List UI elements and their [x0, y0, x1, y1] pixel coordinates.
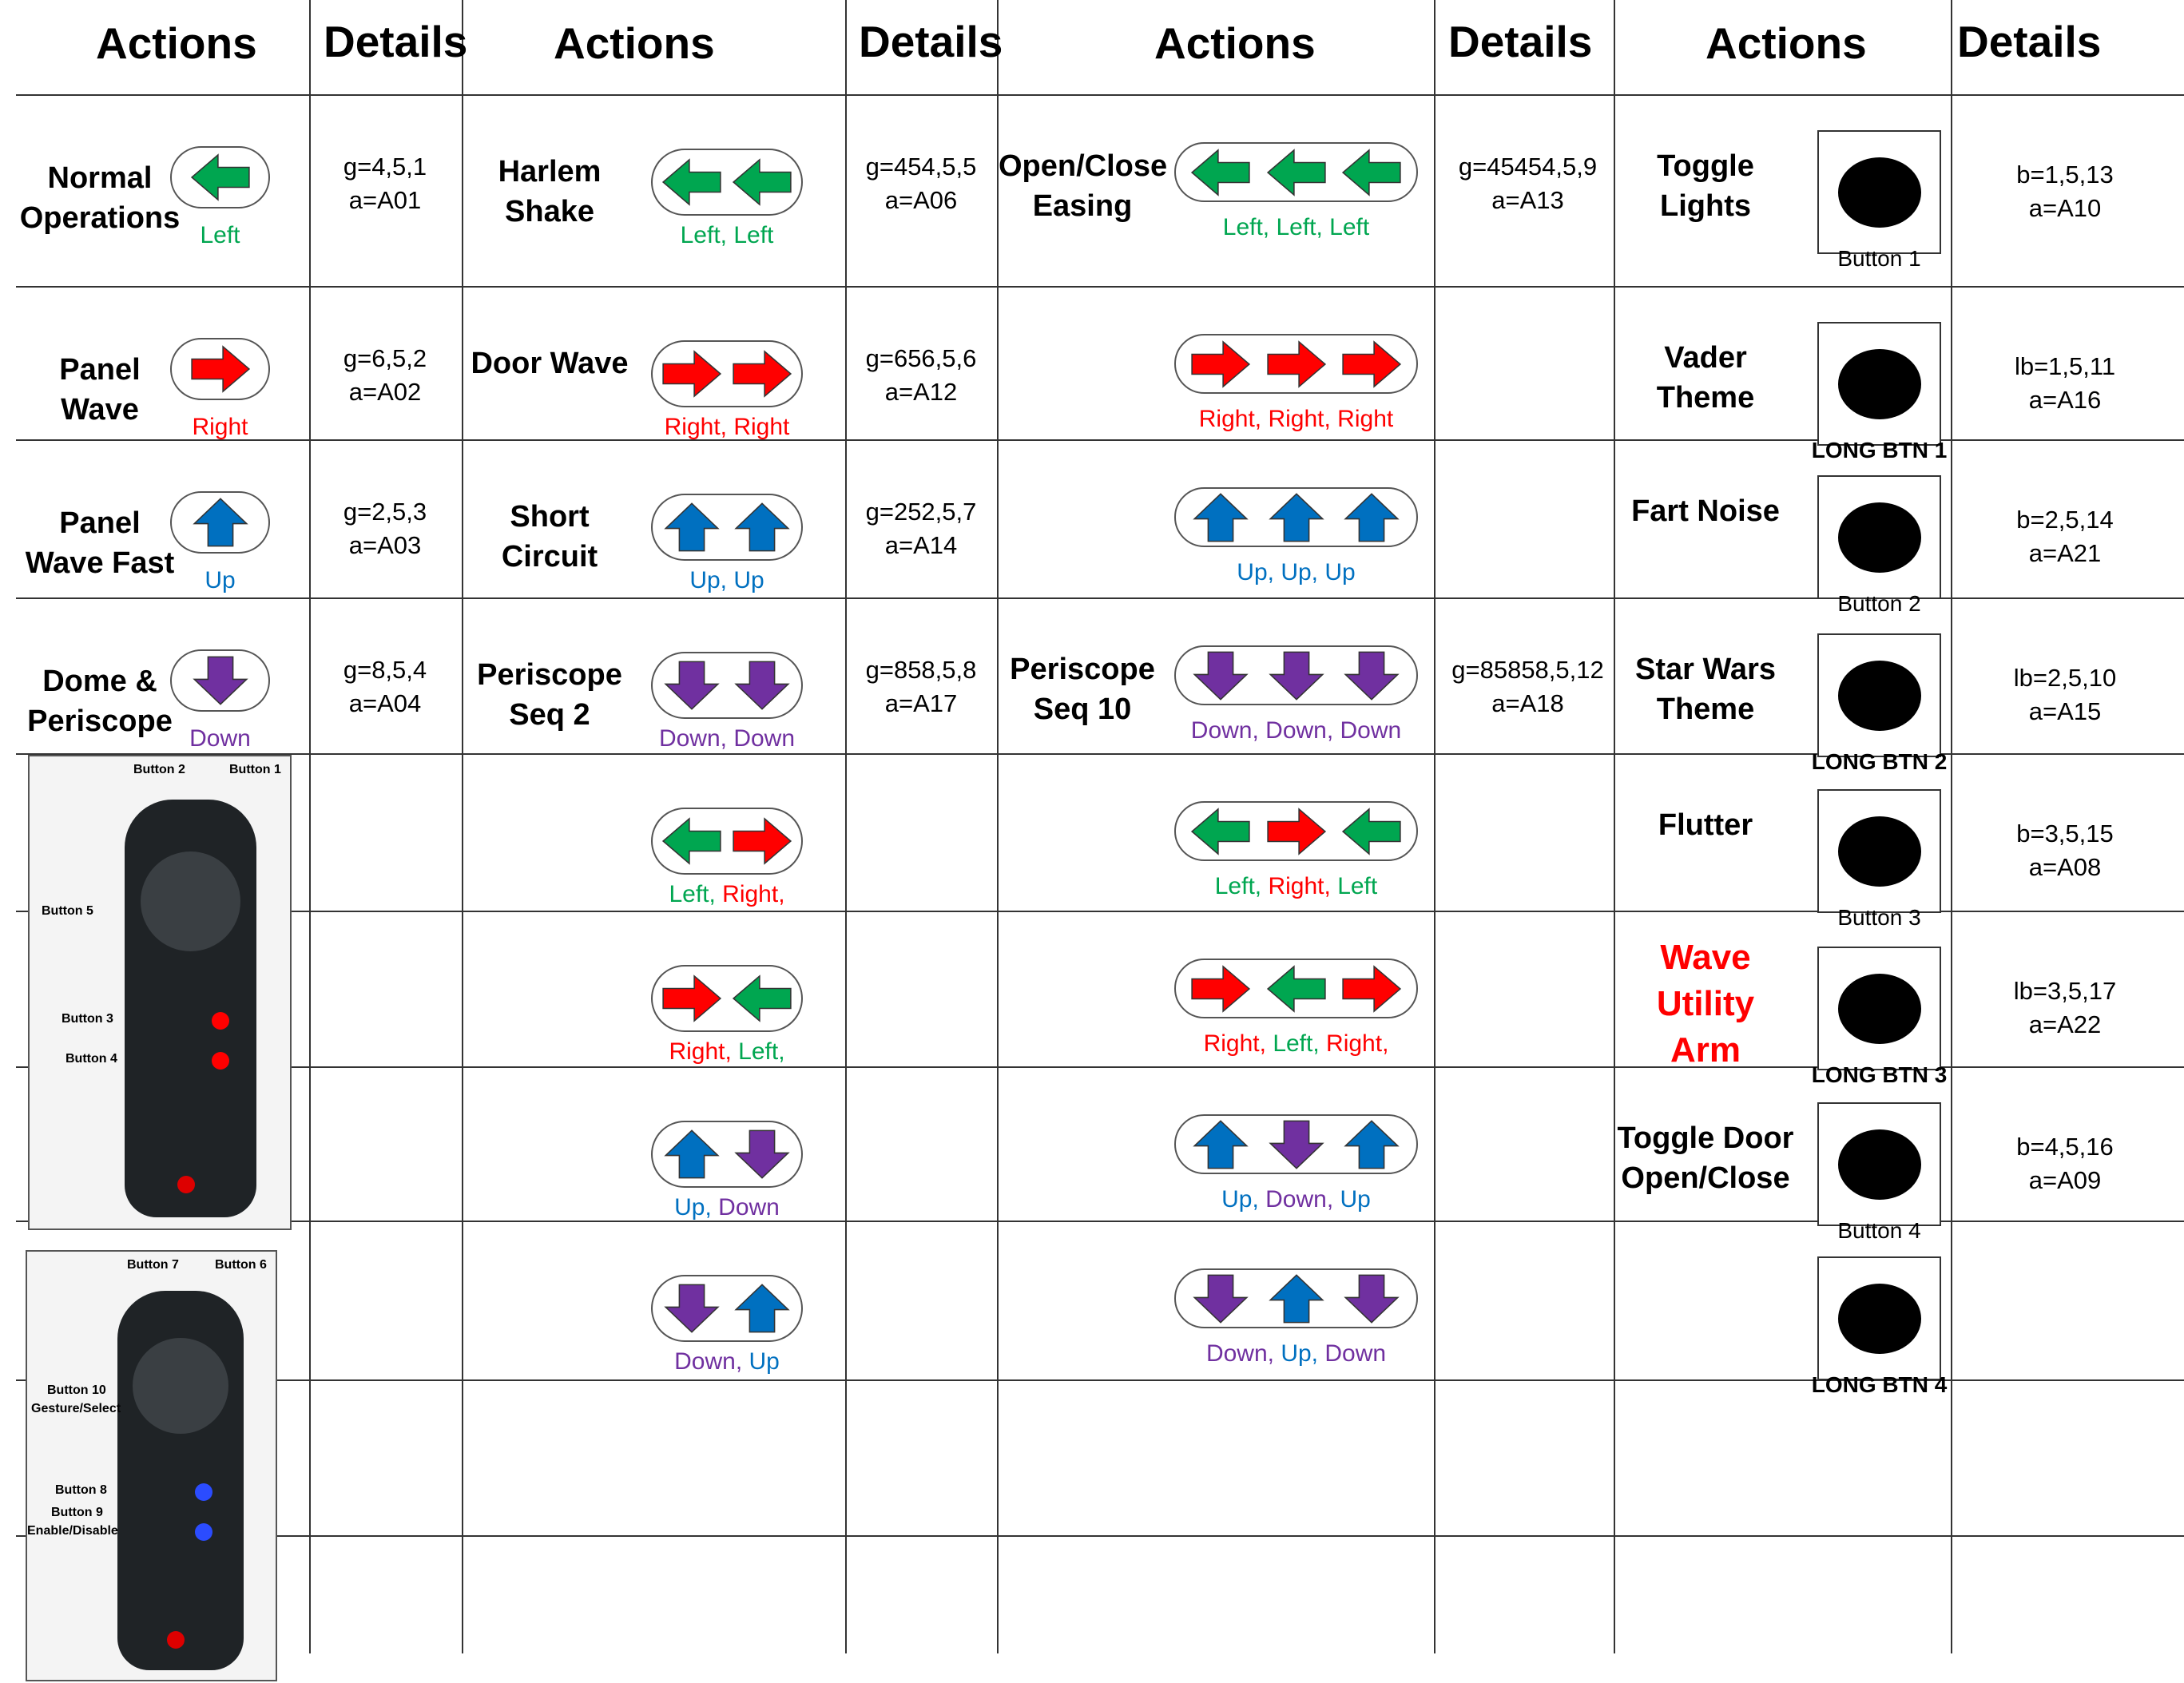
grid-line-horizontal — [16, 94, 2184, 96]
remote-button-tile — [1817, 1102, 1941, 1226]
remote-label: Enable/Disable — [27, 1524, 118, 1538]
right-arrow-icon — [189, 343, 252, 395]
action-name: Short Circuit — [501, 500, 598, 574]
action-name: Dome & Periscope — [27, 665, 173, 738]
gesture-pill — [170, 146, 270, 208]
caption-part: Down, Down, Down — [1190, 717, 1402, 744]
button-label: LONG BTN 3 — [1811, 1062, 1948, 1087]
down-arrow-icon — [731, 1128, 793, 1181]
arrow-caption — [643, 222, 811, 249]
gesture-pill — [1174, 1268, 1418, 1328]
caption-part: Up, Up, Up — [1237, 559, 1356, 585]
action-name: Open/Close Easing — [999, 149, 1168, 223]
up-arrow-icon — [189, 496, 252, 549]
button-dot-icon — [1838, 502, 1921, 573]
action-details: b=1,5,13 a=A10 — [2016, 161, 2114, 222]
left-arrow-icon — [661, 815, 723, 867]
gesture-pill — [651, 1275, 803, 1342]
remote-label: Button 4 — [66, 1052, 117, 1066]
up-arrow-icon — [1265, 1272, 1328, 1325]
left-arrow-icon — [661, 156, 723, 208]
remote-button-tile — [1817, 130, 1941, 254]
gesture-pill — [651, 1121, 803, 1188]
button-dot-icon — [1838, 157, 1921, 228]
gesture-pill — [1174, 142, 1418, 202]
action-details: g=8,5,4 a=A04 — [343, 656, 427, 717]
caption-part: Up, Up — [689, 567, 764, 593]
right-arrow-icon — [731, 347, 793, 400]
up-arrow-icon — [1189, 1118, 1252, 1171]
arrow-caption — [643, 881, 811, 908]
actions-header: Actions — [1706, 18, 1867, 68]
button-dot-icon — [1838, 816, 1921, 887]
action-details: lb=1,5,11 a=A16 — [2014, 352, 2116, 414]
action-name: Panel Wave Fast — [25, 506, 175, 580]
button-label: LONG BTN 2 — [1811, 749, 1948, 774]
gesture-pill — [651, 808, 803, 875]
arrow-caption — [643, 1348, 811, 1375]
action-details: g=252,5,7 a=A14 — [865, 498, 977, 559]
left-arrow-icon — [1340, 805, 1403, 858]
caption-part: Up — [1340, 1186, 1371, 1213]
action-name: Toggle Lights — [1657, 149, 1754, 223]
action-name: Fart Noise — [1631, 494, 1780, 528]
up-arrow-icon — [1265, 491, 1328, 544]
action-details: g=6,5,2 a=A02 — [343, 344, 427, 406]
remote-label: Button 9 — [51, 1506, 103, 1519]
down-arrow-icon — [661, 1282, 723, 1335]
caption-part: Down, — [1265, 1186, 1340, 1213]
caption-part: Down, Down — [658, 725, 796, 752]
gesture-pill — [170, 338, 270, 400]
right-arrow-icon — [1340, 338, 1403, 391]
down-arrow-icon — [1340, 1272, 1403, 1325]
action-name: Toggle Door Open/Close — [1617, 1121, 1794, 1195]
remote-button-tile — [1817, 475, 1941, 599]
arrow-caption — [1166, 559, 1426, 586]
action-details: g=2,5,3 a=A03 — [343, 498, 427, 559]
button-dot-icon — [1838, 1284, 1921, 1354]
remote-label: Button 2 — [133, 763, 185, 776]
action-name: Vader Theme — [1656, 341, 1755, 415]
left-arrow-icon — [731, 156, 793, 208]
caption-part: Right, — [1268, 873, 1338, 899]
remote-button-tile — [1817, 633, 1941, 757]
right-arrow-icon — [1189, 963, 1252, 1015]
arrow-caption — [1166, 1186, 1426, 1213]
action-name: Periscope Seq 10 — [1010, 653, 1155, 726]
left-arrow-icon — [1189, 805, 1252, 858]
remote-button-tile — [1817, 1256, 1941, 1380]
gesture-pill — [651, 149, 803, 216]
remote-label: Gesture/Select — [31, 1402, 121, 1415]
left-arrow-icon — [1340, 146, 1403, 199]
actions-header: Actions — [1154, 18, 1316, 68]
gesture-pill — [651, 494, 803, 561]
right-arrow-icon — [661, 347, 723, 400]
caption-part: Right, — [722, 881, 785, 907]
caption-part: Up — [749, 1348, 780, 1375]
arrow-caption — [1166, 1030, 1426, 1058]
remote-label: Button 3 — [62, 1012, 113, 1026]
caption-part: Down, — [674, 1348, 749, 1375]
gesture-pill — [651, 340, 803, 407]
action-details: g=85858,5,12 a=A18 — [1451, 656, 1604, 717]
remote-label: Button 6 — [215, 1258, 267, 1272]
right-arrow-icon — [1340, 963, 1403, 1015]
action-details: lb=3,5,17 a=A22 — [2013, 977, 2117, 1038]
action-name: Door Wave — [471, 347, 629, 380]
arrow-caption — [170, 222, 270, 249]
grid-line-vertical — [845, 0, 847, 1653]
down-arrow-icon — [1265, 649, 1328, 702]
action-details: g=656,5,6 a=A12 — [865, 344, 977, 406]
button-dot-icon — [1838, 974, 1921, 1044]
action-name: Panel Wave — [59, 353, 141, 427]
button-dot-icon — [1838, 661, 1921, 731]
remote-small-button — [212, 1052, 229, 1070]
grid-line-vertical — [1434, 0, 1435, 1653]
details-header: Details — [324, 17, 468, 66]
button-dot-icon — [1838, 349, 1921, 419]
button-label: Button 1 — [1837, 246, 1921, 271]
right-arrow-icon — [1189, 338, 1252, 391]
caption-part: Left, — [1273, 1030, 1327, 1057]
up-arrow-icon — [1340, 491, 1403, 544]
button-label: Button 4 — [1837, 1218, 1921, 1243]
action-name: Flutter — [1658, 808, 1753, 842]
caption-part: Down — [718, 1194, 780, 1221]
action-details: g=4,5,1 a=A01 — [343, 153, 427, 214]
remote-button-tile — [1817, 322, 1941, 446]
caption-part: Left, — [1214, 873, 1269, 899]
caption-part: Right, Right, Right — [1198, 406, 1394, 432]
remote-button-tile — [1817, 947, 1941, 1070]
arrow-caption — [170, 414, 270, 441]
left-arrow-icon — [1265, 146, 1328, 199]
arrow-caption — [170, 567, 270, 594]
button-label: LONG BTN 4 — [1811, 1372, 1948, 1397]
caption-part: Right, — [1203, 1030, 1273, 1057]
right-arrow-icon — [1265, 338, 1328, 391]
up-arrow-icon — [731, 501, 793, 554]
gesture-pill — [1174, 959, 1418, 1018]
caption-part: Right, Right — [664, 414, 790, 440]
caption-part: Up, — [1281, 1340, 1325, 1367]
action-details: b=4,5,16 a=A09 — [2016, 1133, 2114, 1194]
gesture-pill — [1174, 801, 1418, 861]
remote-small-button — [195, 1523, 212, 1541]
grid-line-vertical — [309, 0, 311, 1653]
action-name: Normal Operations — [19, 161, 181, 235]
remote-label: Button 1 — [229, 763, 281, 776]
gesture-pill — [651, 965, 803, 1032]
arrow-caption — [643, 414, 811, 441]
grid-line-horizontal — [16, 1535, 2184, 1537]
gesture-pill — [1174, 334, 1418, 394]
down-arrow-icon — [661, 659, 723, 712]
caption-part: Down — [189, 725, 251, 752]
arrow-caption — [170, 725, 270, 752]
actions-header: Actions — [554, 18, 715, 68]
action-name: Wave Utility Arm — [1656, 938, 1755, 1070]
up-arrow-icon — [1189, 491, 1252, 544]
down-arrow-icon — [1340, 649, 1403, 702]
arrow-caption — [1166, 717, 1426, 744]
action-name: Star Wars Theme — [1635, 653, 1776, 726]
gesture-pill — [1174, 645, 1418, 705]
down-arrow-icon — [189, 654, 252, 707]
remote-small-button — [212, 1012, 229, 1030]
up-arrow-icon — [661, 1128, 723, 1181]
right-arrow-icon — [731, 815, 793, 867]
arrow-caption — [643, 1194, 811, 1221]
caption-part: Left, Left — [680, 222, 774, 248]
caption-part: Down — [1324, 1340, 1387, 1367]
arrow-caption — [1166, 873, 1426, 900]
remote-label: Button 5 — [42, 904, 93, 918]
action-details: g=858,5,8 a=A17 — [865, 656, 977, 717]
remote-diagram-2 — [26, 1250, 277, 1681]
down-arrow-icon — [731, 659, 793, 712]
left-arrow-icon — [1265, 963, 1328, 1015]
caption-part: Left, — [738, 1038, 785, 1065]
remote-joystick — [141, 851, 240, 951]
caption-part: Right, — [669, 1038, 739, 1065]
arrow-caption — [643, 725, 811, 752]
button-label: LONG BTN 1 — [1811, 438, 1948, 462]
remote-label: Button 10 — [47, 1383, 106, 1397]
arrow-caption — [1166, 406, 1426, 433]
down-arrow-icon — [1189, 1272, 1252, 1325]
caption-part: Left — [1337, 873, 1378, 899]
gesture-pill — [1174, 1114, 1418, 1174]
button-label: Button 3 — [1837, 905, 1921, 930]
caption-part: Left, — [669, 881, 723, 907]
caption-part: Left — [200, 222, 240, 248]
grid-line-horizontal — [16, 286, 2184, 288]
up-arrow-icon — [661, 501, 723, 554]
caption-part: Right, — [1326, 1030, 1389, 1057]
grid-line-vertical — [462, 0, 463, 1653]
right-arrow-icon — [661, 972, 723, 1025]
button-label: Button 2 — [1837, 591, 1921, 616]
details-header: Details — [1957, 17, 2102, 66]
action-name: Harlem Shake — [498, 155, 602, 228]
grid-line-vertical — [997, 0, 999, 1653]
remote-small-button — [177, 1176, 195, 1193]
details-header: Details — [1448, 17, 1593, 66]
remote-joystick — [133, 1338, 228, 1434]
actions-header: Actions — [96, 18, 257, 68]
down-arrow-icon — [1189, 649, 1252, 702]
left-arrow-icon — [189, 151, 252, 204]
down-arrow-icon — [1265, 1118, 1328, 1171]
caption-part: Left, Left, Left — [1222, 214, 1370, 240]
action-details: b=3,5,15 a=A08 — [2016, 820, 2114, 881]
gesture-pill — [651, 652, 803, 719]
gesture-pill — [170, 491, 270, 554]
caption-part: Up, — [1221, 1186, 1266, 1213]
arrow-caption — [1166, 1340, 1426, 1367]
caption-part: Down, — [1205, 1340, 1281, 1367]
up-arrow-icon — [731, 1282, 793, 1335]
caption-part: Up, — [674, 1194, 719, 1221]
gesture-pill — [170, 649, 270, 712]
action-details: g=45454,5,9 a=A13 — [1458, 153, 1598, 214]
right-arrow-icon — [1265, 805, 1328, 858]
remote-button-tile — [1817, 789, 1941, 913]
caption-part: Right — [192, 414, 248, 440]
arrow-caption — [643, 1038, 811, 1066]
remote-diagram-1 — [28, 755, 292, 1230]
caption-part: Up — [205, 567, 236, 593]
remote-small-button — [167, 1631, 185, 1649]
action-name: Periscope Seq 2 — [477, 658, 622, 732]
action-details: lb=2,5,10 a=A15 — [2013, 664, 2117, 725]
up-arrow-icon — [1340, 1118, 1403, 1171]
details-header: Details — [859, 17, 1003, 66]
gesture-pill — [1174, 487, 1418, 547]
arrow-caption — [1166, 214, 1426, 241]
remote-label: Button 8 — [55, 1483, 107, 1497]
left-arrow-icon — [731, 972, 793, 1025]
remote-small-button — [195, 1483, 212, 1501]
left-arrow-icon — [1189, 146, 1252, 199]
action-details: g=454,5,5 a=A06 — [865, 153, 977, 214]
arrow-caption — [643, 567, 811, 594]
button-dot-icon — [1838, 1129, 1921, 1200]
action-details: b=2,5,14 a=A21 — [2016, 506, 2114, 567]
remote-label: Button 7 — [127, 1258, 179, 1272]
